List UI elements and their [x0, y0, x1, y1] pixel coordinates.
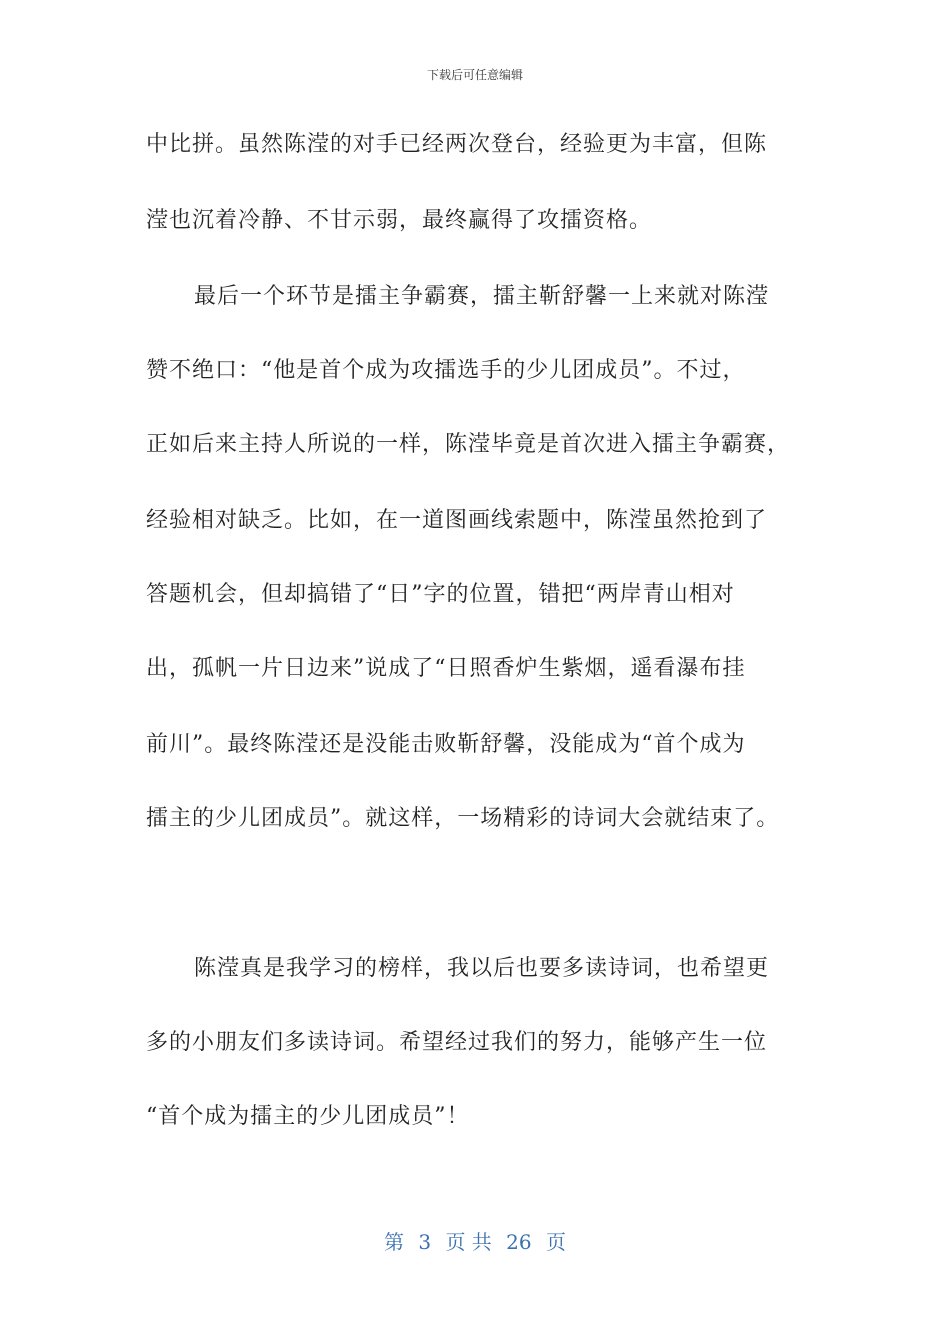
page-footer: [0, 1226, 950, 1255]
page-prefix: 第: [384, 1230, 404, 1254]
text-line: 赞不绝口：“他是首个成为攻擂选手的少儿团成员”。不过，: [146, 358, 746, 383]
text-line: 正如后来主持人所说的一样，陈滢毕竟是首次进入擂主争霸赛，: [146, 432, 791, 457]
text-line: 答题机会，但却搞错了“日”字的位置，错把“两岸青山相对: [146, 582, 735, 607]
text-line: 最后一个环节是擂主争霸赛，擂主靳舒馨一上来就对陈滢: [194, 284, 770, 309]
page-mid: 页 共: [445, 1230, 492, 1254]
page-suffix: 页: [545, 1230, 566, 1254]
page-number: 3: [418, 1230, 432, 1254]
page-header: 下载后可任意编辑: [426, 68, 523, 82]
text-line: 擂主的少儿团成员”。就这样，一场精彩的诗词大会就结束了。: [146, 806, 780, 831]
text-line: “首个成为擂主的少儿团成员”！: [146, 1104, 470, 1129]
text-line: 中比拼。虽然陈滢的对手已经两次登台，经验更为丰富，但陈: [146, 132, 768, 157]
text-line: 经验相对缺乏。比如，在一道图画线索题中，陈滢虽然抢到了: [146, 508, 768, 533]
page-total: 26: [506, 1230, 532, 1254]
text-line: 多的小朋友们多读诗词。希望经过我们的努力，能够产生一位: [146, 1030, 768, 1055]
text-line: 滢也沉着冷静、不甘示弱，最终赢得了攻擂资格。: [146, 208, 653, 233]
text-line: 出，孤帆一片日边来”说成了“日照香炉生紫烟，遥看瀑布挂: [146, 656, 746, 681]
text-line: 前川”。最终陈滢还是没能击败靳舒馨，没能成为“首个成为: [146, 732, 746, 757]
text-line: 陈滢真是我学习的榜样，我以后也要多读诗词，也希望更: [194, 956, 770, 981]
